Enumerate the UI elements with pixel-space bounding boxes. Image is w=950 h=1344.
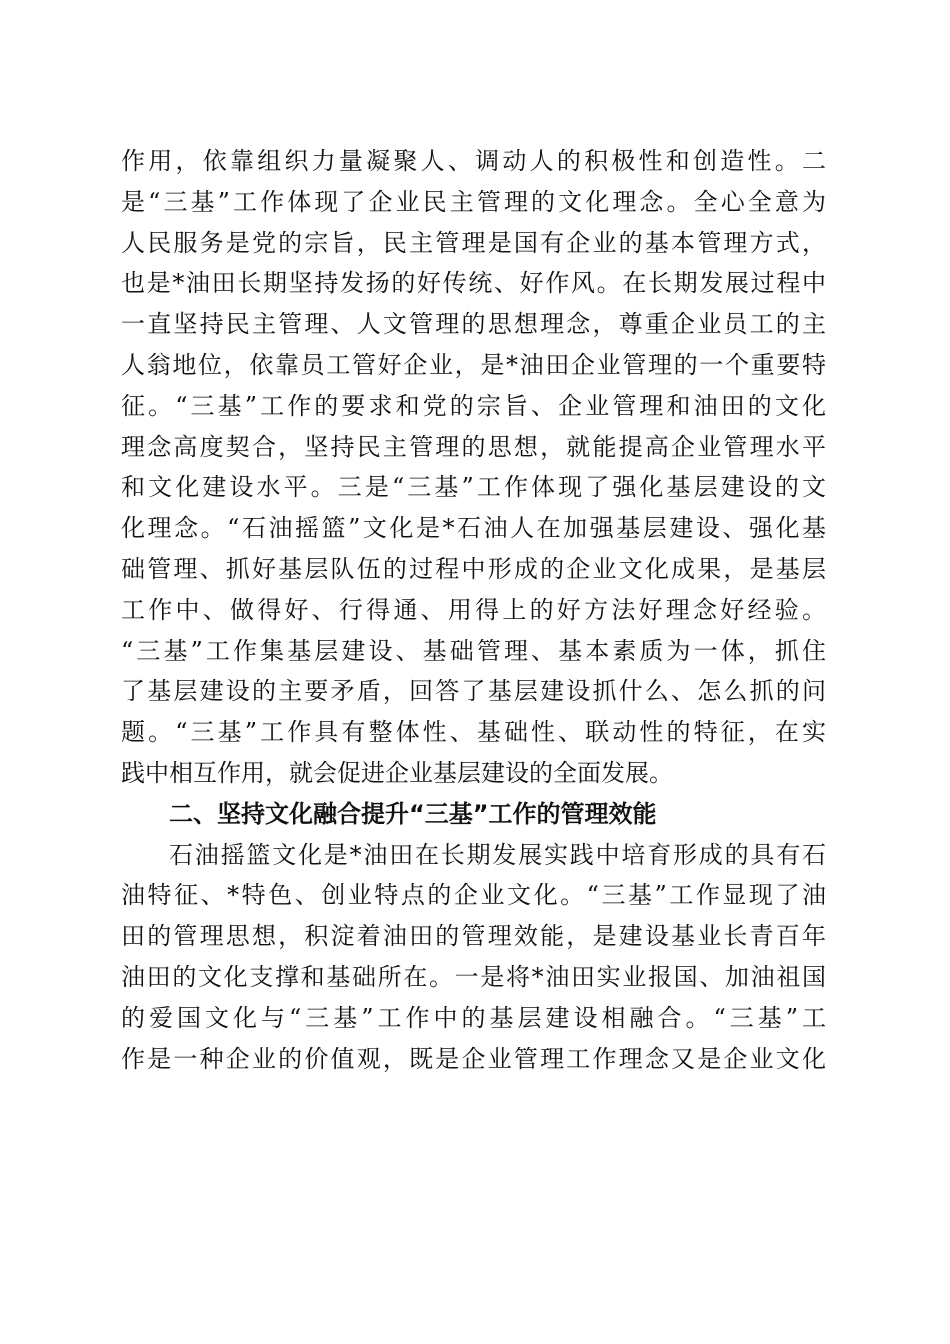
text-line-11: 础管理、抓好基层队伍的过程中形成的企业文化成果，是基层 (121, 554, 826, 583)
text-line-4: 也是*油田长期坚持发扬的好传统、好作风。在长期发展过程中 (121, 269, 826, 298)
text-line-15: 题。“三基”工作具有整体性、基础性、联动性的特征，在实 (121, 718, 826, 747)
text-line-19: 田的管理思想，积淀着油田的管理效能，是建设基业长青百年 (121, 922, 826, 951)
text-line-18: 油特征、*特色、创业特点的企业文化。“三基”工作显现了油 (121, 881, 826, 910)
text-line-1: 作用，依靠组织力量凝聚人、调动人的积极性和创造性。二 (121, 147, 826, 175)
text-line-2: 是“三基”工作体现了企业民主管理的文化理念。全心全意为 (121, 187, 826, 216)
text-line-20: 油田的文化支撑和基础所在。一是将*油田实业报国、加油祖国 (121, 962, 826, 991)
text-line-3: 人民服务是党的宗旨，民主管理是国有企业的基本管理方式， (121, 228, 826, 257)
text-line-5: 一直坚持民主管理、人文管理的思想理念，尊重企业员工的主 (121, 310, 826, 339)
text-line-9: 和文化建设水平。三是“三基”工作体现了强化基层建设的文 (121, 473, 826, 502)
body-text (121, 141, 826, 1079)
text-line-6: 人翁地位，依靠员工管好企业，是*油田企业管理的一个重要特 (121, 350, 826, 379)
text-line-8: 理念高度契合，坚持民主管理的思想，就能提高企业管理水平 (121, 432, 826, 461)
text-line-12: 工作中、做得好、行得通、用得上的好方法好理念好经验。 (121, 595, 826, 624)
text-line-21: 的爱国文化与“三基”工作中的基层建设相融合。“三基”工 (121, 1003, 826, 1032)
text-line-13: “三基”工作集基层建设、基础管理、基本素质为一体，抓住 (121, 636, 826, 665)
text-line-22: 作是一种企业的价值观，既是企业管理工作理念又是企业文化 (121, 1044, 826, 1073)
text-line-7: 征。“三基”工作的要求和党的宗旨、企业管理和油田的文化 (121, 391, 826, 420)
text-line-16: 践中相互作用，就会促进企业基层建设的全面发展。 (121, 758, 673, 787)
section-heading: 二、坚持文化融合提升“三基”工作的管理效能 (169, 799, 657, 828)
text-line-10: 化理念。“石油摇篮”文化是*石油人在加强基层建设、强化基 (121, 514, 826, 543)
text-line-14: 了基层建设的主要矛盾，回答了基层建设抓什么、怎么抓的问 (121, 677, 826, 706)
text-line-17: 石油摇篮文化是*油田在长期发展实践中培育形成的具有石 (169, 840, 826, 869)
